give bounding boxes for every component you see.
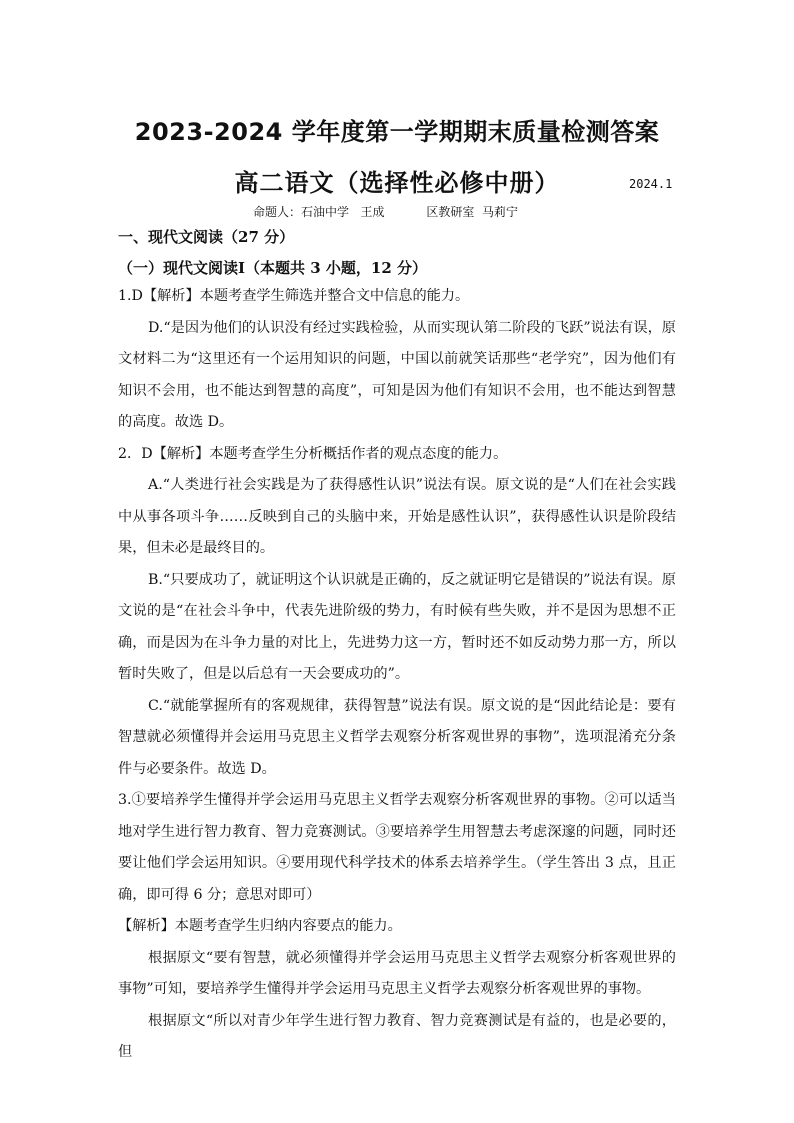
- subsection-heading-modern-reading-1: （一）现代文阅读Ⅰ（本题共 3 小题，12 分）: [118, 259, 427, 277]
- q2-option-c-analysis: C.“就能掌握所有的客观规律，获得智慧”说法有误。原文说的是“因此结论是：要有智慧就必须懂得并会运用马克思主义哲学去观察分析客观世界的事物”，选项混淆充分条件与必要条件。故选 D。: [118, 697, 676, 777]
- document-authors: 命题人：石油中学 王成 区教研室 马莉宁: [253, 205, 519, 219]
- q2-option-b-analysis: B.“只要成功了，就证明这个认识就是正确的，反之就证明它是错误的”说法有误。原文说的是“在社会斗争中，代表先进阶级的势力，有时候有些失败，并不是因为思想不正确，而是因为在斗争力量的对比上，先进势力这一方，暂时还不如反动势力那一方，所以暂时失败了，但是以后总有一天会要成功的”。: [118, 571, 676, 682]
- answer-body: [118, 281, 676, 1069]
- q2-option-a-analysis: A.“人类进行社会实践是为了获得感性认识”说法有误。原文说的是“人们在社会实践中从事各项斗争……反映到自己的头脑中来，开始是感性认识”，获得感性认识是阶段结果，但未必是最终目的。: [118, 477, 676, 556]
- document-title: 2023-2024 学年度第一学期期末质量检测答案: [134, 118, 660, 146]
- q3-analysis-paragraph-1: 根据原文“要有智慧，就必须懂得并学会运用马克思主义哲学去观察分析客观世界的事物”可知，要培养学生懂得并学会运用马克思主义哲学去观察分析客观世界的事物。: [118, 949, 676, 997]
- q3-analysis-paragraph-2: 根据原文“所以对青少年学生进行智力教育、智力竞赛测试是有益的，也是必要的，但: [118, 1012, 676, 1060]
- document-date: 2024.1: [629, 177, 673, 191]
- q3-analysis-heading: 【解析】本题考查学生归纳内容要点的能力。: [118, 918, 402, 934]
- q1-option-d-analysis: D.“是因为他们的认识没有经过实践检验，从而实现认第二阶段的飞跃”说法有误，原文材料二为“这里还有一个运用知识的问题，中国以前就笑话那些“老学究”，因为他们有知识不会用，也不能达到智慧的高度”，可知是因为他们有知识不会用，也不能达到智慧的高度。故选 D。: [118, 319, 676, 430]
- q3-answer: 3.①要培养学生懂得并学会运用马克思主义哲学去观察分析客观世界的事物。②可以适当地对学生进行智力教育、智力竞赛测试。③要培养学生用智慧去考虑深邃的问题，同时还要让他们学会运用知识。④要用现代科学技术的体系去培养学生。（学生答出 3 点，且正确，即可得 6 分；意思对即可）: [118, 792, 676, 903]
- document-subtitle: 高二语文（选择性必修中册）: [234, 169, 560, 197]
- q1-intro: 1.D【解析】本题考查学生筛选并整合文中信息的能力。: [118, 288, 470, 304]
- q2-intro: 2．D【解析】本题考查学生分析概括作者的观点态度的能力。: [118, 445, 508, 462]
- section-heading-modern-reading: 一、现代文阅读（27 分）: [118, 228, 295, 246]
